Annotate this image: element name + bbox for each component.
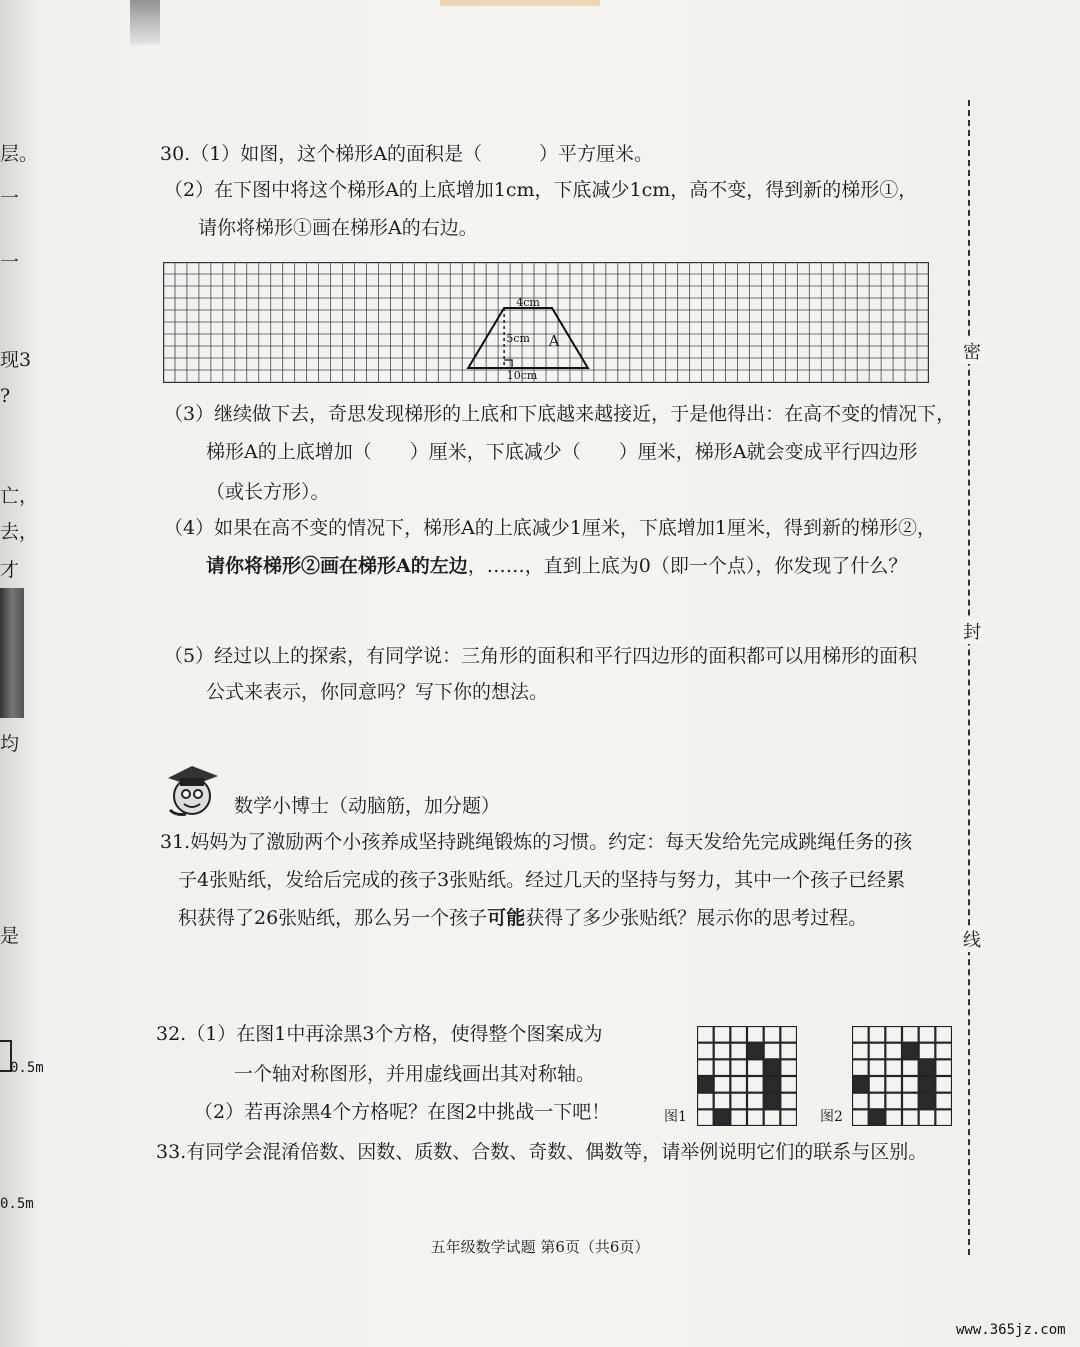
- height-label: 5cm: [506, 332, 530, 345]
- margin-fragment: 亡，: [0, 485, 39, 507]
- empty-cell: [886, 1110, 902, 1126]
- empty-cell: [748, 1077, 764, 1093]
- filled-cell: [698, 1077, 714, 1093]
- watermark: www.365jz.com: [956, 1322, 1066, 1338]
- empty-cell: [936, 1027, 952, 1043]
- binding-dashed-line: [968, 100, 970, 1255]
- q30-part3-line2: 梯形A的上底增加（ ）厘米，下底减少（ ）厘米，梯形A就会变成平行四边形: [206, 441, 918, 463]
- empty-cell: [731, 1110, 747, 1126]
- empty-cell: [853, 1043, 869, 1059]
- margin-fragment: 一: [0, 187, 20, 209]
- margin-fragment: ?: [0, 385, 11, 407]
- empty-cell: [748, 1110, 764, 1126]
- q30-part4-line2: 请你将梯形②画在梯形A的左边，……，直到上底为0（即一个点），你发现了什么？: [206, 555, 908, 577]
- empty-cell: [936, 1110, 952, 1126]
- q31-line2: 子4张贴纸，发给后完成的孩子3张贴纸。经过几天的坚持与努力，其中一个孩子已经累: [178, 869, 906, 891]
- empty-cell: [919, 1027, 935, 1043]
- margin-fragment: 0.5m: [10, 1060, 44, 1076]
- q30-part2: （2）在下图中将这个梯形A的上底增加1cm，下底减少1cm，高不变，得到新的梯形①，: [164, 179, 918, 201]
- empty-cell: [936, 1093, 952, 1109]
- empty-cell: [919, 1043, 935, 1059]
- empty-cell: [714, 1060, 730, 1076]
- q30-part5-line2: 公式来表示，你同意吗？写下你的想法。: [206, 681, 549, 703]
- page-footer: 五年级数学试题 第6页（共6页）: [430, 1238, 650, 1256]
- empty-cell: [748, 1060, 764, 1076]
- filled-cell: [919, 1093, 935, 1109]
- q30-part3: （3）继续做下去，奇思发现梯形的上底和下底越来越接近，于是他得出：在高不变的情况下，: [164, 403, 956, 425]
- empty-cell: [781, 1077, 797, 1093]
- empty-cell: [886, 1077, 902, 1093]
- binding-char-mi: 密: [960, 338, 984, 364]
- empty-cell: [764, 1027, 780, 1043]
- q33-line1: 33.有同学会混淆倍数、因数、质数、合数、奇数、偶数等，请举例说明它们的联系与区别。: [156, 1141, 928, 1163]
- empty-cell: [731, 1027, 747, 1043]
- top-length-label: 4cm: [516, 296, 540, 309]
- margin-fragment: 是: [0, 925, 20, 947]
- filled-cell: [869, 1110, 885, 1126]
- margin-fragment: 0.5m: [0, 1196, 34, 1212]
- empty-cell: [748, 1027, 764, 1043]
- right-angle-mark: [504, 360, 512, 368]
- margin-fragment: 现3: [0, 349, 32, 371]
- margin-fragment: 去，: [0, 521, 39, 543]
- margin-photo: [0, 588, 24, 718]
- filled-cell: [853, 1077, 869, 1093]
- empty-cell: [731, 1077, 747, 1093]
- filled-cell: [903, 1043, 919, 1059]
- q30-part5: （5）经过以上的探索，有同学说：三角形的面积和平行四边形的面积都可以用梯形的面积: [164, 645, 918, 667]
- empty-cell: [698, 1027, 714, 1043]
- mascot-doctor-icon: [162, 760, 222, 818]
- filled-cell: [764, 1077, 780, 1093]
- margin-fragment: 一: [0, 251, 20, 273]
- binding-char-feng: 封: [960, 618, 984, 644]
- empty-cell: [886, 1060, 902, 1076]
- empty-cell: [869, 1027, 885, 1043]
- empty-cell: [781, 1110, 797, 1126]
- filled-cell: [764, 1060, 780, 1076]
- empty-cell: [731, 1043, 747, 1059]
- q30-part3-line3: （或长方形）。: [206, 481, 330, 503]
- empty-cell: [731, 1060, 747, 1076]
- q32-part1-line2: 一个轴对称图形，并用虚线画出其对称轴。: [234, 1063, 596, 1085]
- empty-cell: [903, 1093, 919, 1109]
- empty-cell: [903, 1110, 919, 1126]
- empty-cell: [869, 1060, 885, 1076]
- trapezoid-grid: [163, 262, 929, 383]
- empty-cell: [698, 1093, 714, 1109]
- empty-cell: [903, 1077, 919, 1093]
- binding-char-xian: 线: [960, 926, 984, 952]
- empty-cell: [936, 1043, 952, 1059]
- filled-cell: [714, 1110, 730, 1126]
- empty-cell: [903, 1027, 919, 1043]
- empty-cell: [731, 1093, 747, 1109]
- empty-cell: [781, 1027, 797, 1043]
- fig2-grid: [852, 1026, 952, 1126]
- empty-cell: [853, 1110, 869, 1126]
- empty-cell: [853, 1060, 869, 1076]
- bottom-length-label: 10cm: [506, 369, 538, 382]
- empty-cell: [919, 1110, 935, 1126]
- q31-line3: 积获得了26张贴纸，那么另一个孩子可能获得了多少张贴纸？展示你的思考过程。: [178, 907, 868, 929]
- margin-fragment: 层。: [0, 143, 39, 165]
- empty-cell: [903, 1060, 919, 1076]
- empty-cell: [886, 1043, 902, 1059]
- margin-fragment: 均: [0, 733, 20, 755]
- empty-cell: [714, 1077, 730, 1093]
- empty-cell: [714, 1093, 730, 1109]
- fig1-grid: [697, 1026, 797, 1126]
- q32-part2: （2）若再涂黑4个方格呢？在图2中挑战一下吧！: [194, 1101, 611, 1123]
- q30-part4: （4）如果在高不变的情况下，梯形A的上底减少1厘米，下底增加1厘米，得到新的梯形②，: [164, 517, 936, 539]
- empty-cell: [714, 1043, 730, 1059]
- empty-cell: [781, 1093, 797, 1109]
- fig1-label: 图1: [664, 1109, 687, 1125]
- empty-cell: [714, 1027, 730, 1043]
- filled-cell: [764, 1093, 780, 1109]
- filled-cell: [919, 1060, 935, 1076]
- empty-cell: [698, 1043, 714, 1059]
- scan-smudge: [130, 0, 160, 45]
- filled-cell: [919, 1077, 935, 1093]
- empty-cell: [886, 1093, 902, 1109]
- q30-part1: 30.（1）如图，这个梯形A的面积是（ ）平方厘米。: [160, 143, 654, 165]
- empty-cell: [853, 1027, 869, 1043]
- trapezoid-name-label: A: [548, 332, 560, 350]
- empty-cell: [869, 1077, 885, 1093]
- empty-cell: [869, 1043, 885, 1059]
- empty-cell: [698, 1060, 714, 1076]
- filled-cell: [748, 1043, 764, 1059]
- empty-cell: [886, 1027, 902, 1043]
- q30-part2-cont: 请你将梯形①画在梯形A的右边。: [198, 217, 478, 239]
- empty-cell: [869, 1093, 885, 1109]
- empty-cell: [781, 1043, 797, 1059]
- fig2-label: 图2: [820, 1109, 843, 1125]
- bonus-heading: 数学小博士（动脑筋，加分题）: [234, 795, 501, 817]
- empty-cell: [698, 1110, 714, 1126]
- empty-cell: [936, 1060, 952, 1076]
- margin-fragment: 才: [0, 559, 20, 581]
- empty-cell: [936, 1077, 952, 1093]
- empty-cell: [748, 1093, 764, 1109]
- empty-cell: [781, 1060, 797, 1076]
- empty-cell: [853, 1093, 869, 1109]
- empty-cell: [764, 1043, 780, 1059]
- empty-cell: [764, 1110, 780, 1126]
- q32-part1: 32.（1）在图1中再涂黑3个方格，使得整个图案成为: [156, 1023, 603, 1045]
- q31-line1: 31.妈妈为了激励两个小孩养成坚持跳绳锻炼的习惯。约定：每天发给先完成跳绳任务的孩: [160, 831, 913, 853]
- scan-strip: [440, 0, 600, 6]
